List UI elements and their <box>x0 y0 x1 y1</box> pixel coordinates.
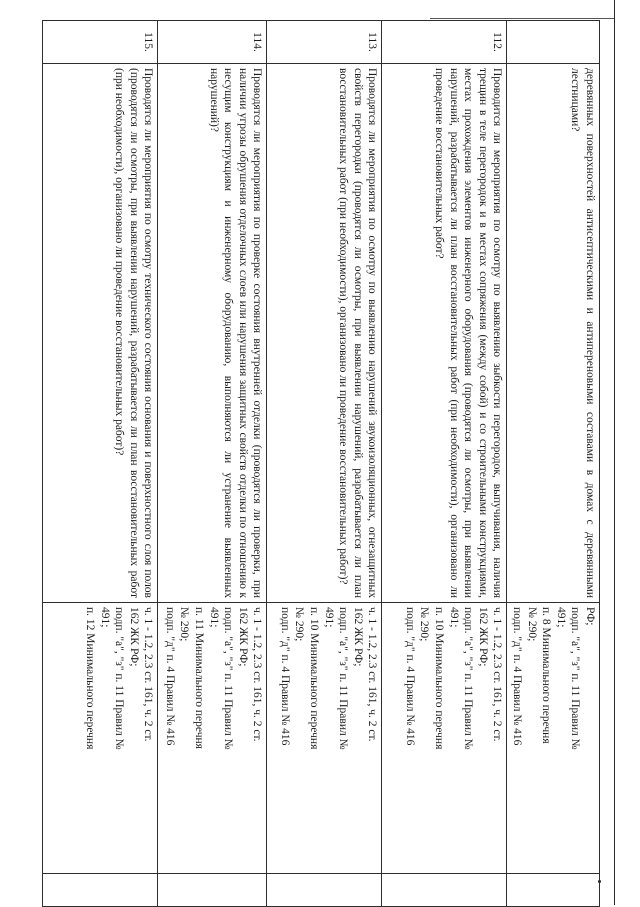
rotated-checklist-sheet <box>80 20 600 880</box>
table-row <box>158 21 267 907</box>
row-legal-refs: РФ; подп. "а", "з" п. 11 Правил № 491; п. 8 Минимального перечня № 290; подп. "д" п. 4 Правил № 416 <box>507 603 600 874</box>
table-row <box>382 21 507 907</box>
checklist-table <box>42 20 600 907</box>
row-question: Проводятся ли мероприятия по осмотру по выявлению нарушений звукоизоляционных, огнезащитных свойств перегородки (проводятся ли осмотры, при выявлении нарушений, разрабатывается ли план восстановительных работ (при необходимости), организовано ли проведение восстановительных работ)? <box>267 64 382 603</box>
answer-cell <box>43 874 158 907</box>
row-legal-refs: ч. 1 - 1.2, 2.3 ст. 161, ч. 2 ст. 162 ЖК РФ; подп. "а", "з" п. 11 Правил № 491; п. 10 Минимального перечня № 290; подп. "д" п. 4 Правил № 416 <box>267 603 382 874</box>
table-row <box>507 21 600 907</box>
row-legal-refs: ч. 1 - 1.2, 2.3 ст. 161, ч. 2 ст. 162 ЖК РФ; подп. "а", "з" п. 11 Правил № 491; п. 12 Минимального перечня <box>43 603 158 874</box>
row-question: деревянных поверхностей антисептическими и антипереновыми составами в домах с деревянными лестницами? <box>507 64 600 603</box>
row-number: 113. <box>267 21 382 64</box>
row-number: 114. <box>158 21 267 64</box>
scan-edge-top <box>430 18 614 19</box>
table-row <box>43 21 158 907</box>
scan-edge-right <box>614 0 615 905</box>
answer-cell <box>507 874 600 907</box>
row-question: Проводится ли мероприятия по осмотру по выявлению зыбкости перегородок, выпучивания, наличия трещин в теле перегородок и в местах сопряжения (между собой) и со строительными конструкциями, местах прохождения элементов инженерного оборудования (проводятся ли осмотры, при выявлении нарушений, разрабатывается ли план восстановительных работ (при необходимости), организовано ли проведение восстановительных работ? <box>382 64 507 603</box>
answer-cell <box>267 874 382 907</box>
table-row <box>267 21 382 907</box>
row-legal-refs: ч. 1 - 1.2, 2.3 ст. 161, ч. 2 ст. 162 ЖК РФ; подп. "а", "з" п. 11 Правил № 491; п. 10 Минимального перечня № 290; подп. "д" п. 4 Правил № 416 <box>382 603 507 874</box>
row-number: 115. <box>43 21 158 64</box>
row-number <box>507 21 600 64</box>
row-legal-refs: ч. 1 - 1.2, 2.3 ст. 161, ч. 2 ст. 162 ЖК РФ; подп. "а", "з" п. 11 Правил № 491; п. 11 Минимального перечня № 290; подп. "д" п. 4 Правил № 416 <box>158 603 267 874</box>
row-question: Проводятся ли мероприятия по осмотру технического состояния основания и поверхностного слоя полов (проводятся ли осмотры, при выявлении нарушений, разрабатывается ли план восстановительных работ (при необходимости), организовано ли проведение восстановительных работ)? <box>43 64 158 603</box>
row-question: Проводятся ли мероприятия по проверке состояния внутренней отделки (проводятся ли проверки, при наличии угрозы обрушения отделочных слоев или нарушения защитных свойств отделки по отношению к несущим конструкциям и инженерному оборудованию, выполняются ли устранение выявленных нарушений)? <box>158 64 267 603</box>
answer-cell <box>382 874 507 907</box>
row-number: 112. <box>382 21 507 64</box>
answer-cell <box>158 874 267 907</box>
